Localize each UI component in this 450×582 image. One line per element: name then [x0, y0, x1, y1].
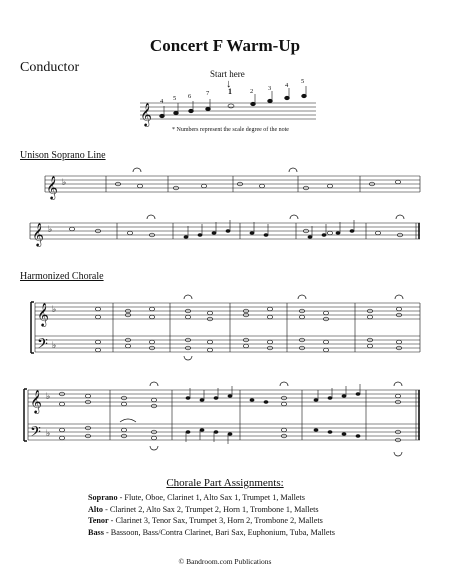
- scale-degree-label: 2: [250, 88, 254, 95]
- scale-degree-label: 5: [301, 78, 305, 85]
- section-heading-unison: Unison Soprano Line: [20, 150, 106, 161]
- chorale-1-bass: [35, 303, 420, 352]
- section-heading-chorale: Harmonized Chorale: [20, 271, 104, 282]
- svg-text:♭: ♭: [48, 225, 53, 235]
- scale-degree-label: 3: [268, 85, 272, 92]
- chorale-1-treble: [35, 303, 420, 319]
- arrow-down-icon: ↓: [226, 78, 232, 90]
- bass-clef-icon: 𝄢: [30, 424, 41, 444]
- svg-text:♭: ♭: [46, 429, 51, 439]
- scale-degree-label: 5: [173, 95, 177, 102]
- start-degree-label: 1: [228, 87, 232, 96]
- scale-degree-label: 4: [160, 98, 164, 105]
- footnote: * Numbers represent the scale degree of the note: [172, 127, 289, 133]
- unison-staff-1: [45, 176, 420, 192]
- svg-text:♭: ♭: [52, 305, 57, 315]
- assignment-item: Tenor - Clarinet 3, Tenor Sax, Trumpet 3, Horn 2, Trombone 2, Mallets: [88, 516, 323, 525]
- assignment-item: Bass - Bassoon, Bass/Contra Clarinet, Bari Sax, Euphonium, Tuba, Mallets: [88, 527, 335, 537]
- treble-clef-icon: 𝄞: [140, 102, 152, 126]
- treble-clef-icon: 𝄞: [30, 389, 42, 413]
- treble-clef-icon: 𝄞: [46, 175, 58, 199]
- scale-degree-label: 4: [285, 82, 289, 89]
- assignments-list: [88, 492, 335, 538]
- start-here-label: Start here: [210, 69, 245, 79]
- treble-clef-icon: 𝄞: [32, 222, 44, 246]
- assignments-title: Chorale Part Assignments:: [166, 477, 284, 489]
- unison-staff-2: [30, 223, 420, 239]
- scale-degree-label: 6: [188, 93, 192, 100]
- svg-text:♭: ♭: [62, 178, 67, 188]
- assignment-item: Soprano - Flute, Oboe, Clarinet 1, Alto Sax 1, Trumpet 1, Mallets: [88, 493, 305, 502]
- page-title: Concert F Warm-Up: [149, 36, 301, 55]
- bass-clef-icon: 𝄢: [37, 336, 48, 356]
- part-label: Conductor: [20, 60, 80, 75]
- svg-text:♭: ♭: [52, 341, 57, 351]
- footer-copyright: © Bandroom.com Publications: [178, 557, 272, 566]
- svg-text:♭: ♭: [46, 392, 51, 402]
- assignment-item: Alto - Clarinet 2, Alto Sax 2, Trumpet 2, Horn 1, Trombone 1, Mallets: [88, 504, 319, 514]
- treble-clef-icon: 𝄞: [37, 302, 49, 326]
- scale-degree-label: 7: [206, 90, 210, 97]
